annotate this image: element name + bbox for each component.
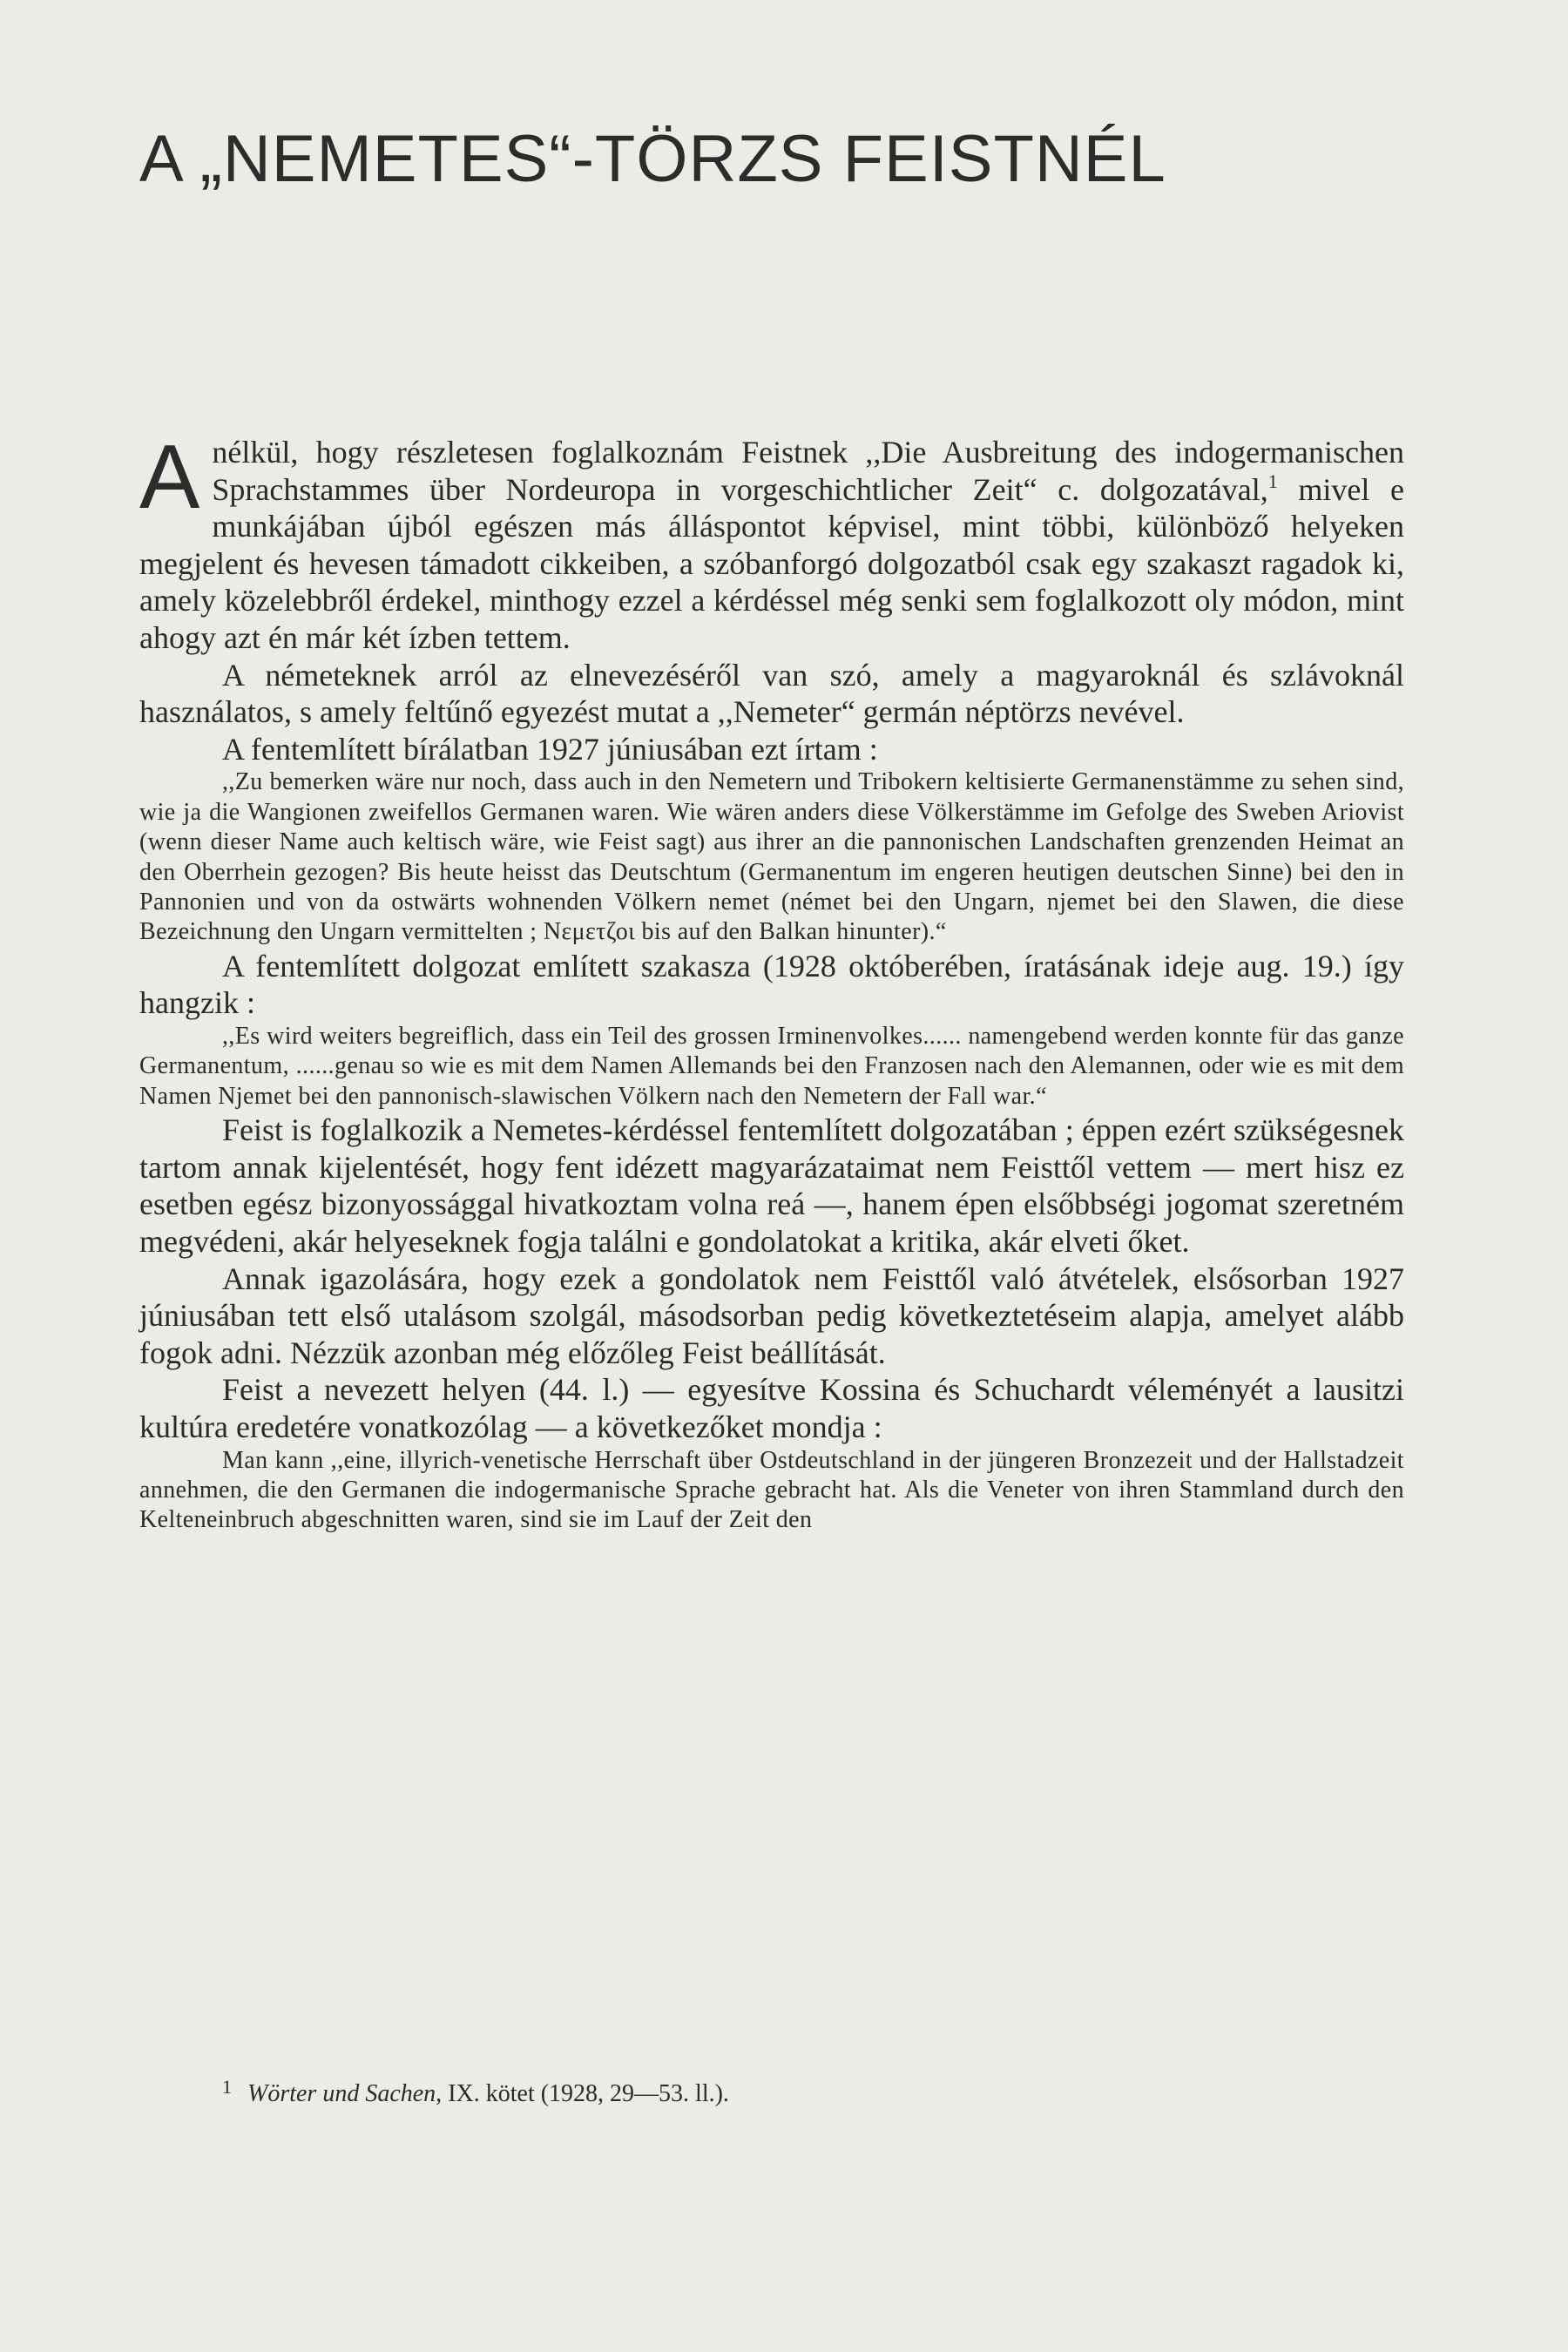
footnote-title: Wörter und Sachen, bbox=[247, 2080, 443, 2107]
paragraph-7: Feist a nevezett helyen (44. l.) — egyesítve Kossina és Schuchardt véleményét a lausitzi kultúra eredetére vonatkozólag — a következőket mondja : bbox=[139, 1372, 1404, 1444]
page-title: A „NEMETES“-TÖRZS FEISTNÉL bbox=[139, 122, 1166, 196]
paragraph-3: A fentemlített bírálatban 1927 júniusában ezt írtam : bbox=[222, 731, 878, 767]
paragraph-2: A németeknek arról az elnevezéséről van szó, amely a magyaroknál és szlávoknál használatos, s amely feltűnő egyezést mutat a ,,Nemeter“ germán néptörzs nevével. bbox=[139, 657, 1404, 730]
footnote-reference[interactable]: 1 bbox=[1267, 470, 1278, 492]
quote-3: Man kann ,,eine, illyrich-venetische Herrschaft über Ostdeutschland in der jüngeren Bronzezeit und der Hallstadzeit annehmen, die den Germanen die indogermanische Sprache gebracht hat. Als die Veneter von ihren Stammland durch den Kelteneinbruch abgeschnitten waren, sind sie im Lauf der Zeit den bbox=[139, 1446, 1404, 1534]
paragraph-6: Annak igazolására, hogy ezek a gondolatok nem Feisttől való átvételek, elsősorban 1927 júniusában tett első utalásom szolgál, másodsorban pedig következtetéseim alapja, amelyet alább fogok adni. Nézzük azonban még előzőleg Feist beállítását. bbox=[139, 1260, 1404, 1370]
quote-2: ,,Es wird weiters begreiflich, dass ein Teil des grossen Irminenvolkes...... namengebend werden konnte für das ganze Germanentum, ......genau so wie es mit dem Namen Allemands bei den Franzosen nach den Alemannen, oder wie es mit dem Namen Njemet bei den pannonisch-slawischen Völkern nach den Nemetern der Fall war.“ bbox=[139, 1022, 1404, 1110]
paragraph-1 bbox=[139, 427, 1404, 657]
page bbox=[139, 0, 1404, 2352]
quote-1: ,,Zu bemerken wäre nur noch, dass auch in den Nemetern und Tribokern keltisierte Germanenstämme zu sehen sind, wie ja die Wangionen zweifellos Germanen waren. Wie wären anders diese Völkerstämme im Gefolge des Sweben Ariovist (wenn dieser Name auch keltisch wäre, wie Feist sagt) aus ihrer an die pannonischen Landschaften grenzenden Heimat an den Oberrhein gezogen? Bis heute heisst das Deutschtum (Germanentum im engeren heutigen deutschen Sinne) bei den in Pannonien und von da ostwärts wohnenden Völkern nemet (német bei den Ungarn, njemet bei den Slawen, die diese Bezeichnung den Ungarn vermittelten ; Νεμετζοι bis auf den Balkan hinunter).“ bbox=[139, 768, 1404, 946]
paragraph-1-text: nélkül, hogy részletesen foglalkoznám Feistnek ,,Die Ausbreitung des indogermanischen Sprachstammes über Nordeuropa in vorgeschichtlicher Zeit“ c. dolgozatával, bbox=[212, 435, 1404, 507]
paragraph-1-rest: mivel e munkájában újból egészen más álláspontot képvisel, mint többi, különböző helyeken megjelent és hevesen támadott cikkeiben, a szóbanforgó dolgozatból csak egy szakaszt ragadok ki, amely közelebbről érdekel, minthogy ezzel a kérdéssel még senki sem foglalkozott oly módon, mint ahogy azt én már két ízben tettem. bbox=[139, 471, 1404, 655]
drop-cap: A bbox=[139, 427, 200, 528]
article-body bbox=[139, 427, 1404, 1536]
paragraph-4: A fentemlített dolgozat említett szakasza (1928 októberében, íratásának ideje aug. 19.) így hangzik : bbox=[139, 948, 1404, 1021]
paragraph-5: Feist is foglalkozik a Nemetes-kérdéssel fentemlített dolgozatában ; éppen ezért szükségesnek tartom annak kijelentését, hogy fent idézett magyarázataimat nem Feisttől vettem — mert hisz ez esetben egész bizonyossággal hivatkoztam volna reá —, hanem épen elsőbbségi jogomat szeretném megvédeni, akár helyeseknek fogja találni e gondolatokat a kritika, akár elveti őket. bbox=[139, 1112, 1404, 1259]
footnote-number: 1 bbox=[222, 2076, 232, 2098]
footnote-text: IX. kötet (1928, 29—53. ll.). bbox=[442, 2080, 729, 2107]
footnote bbox=[222, 2072, 1355, 2110]
